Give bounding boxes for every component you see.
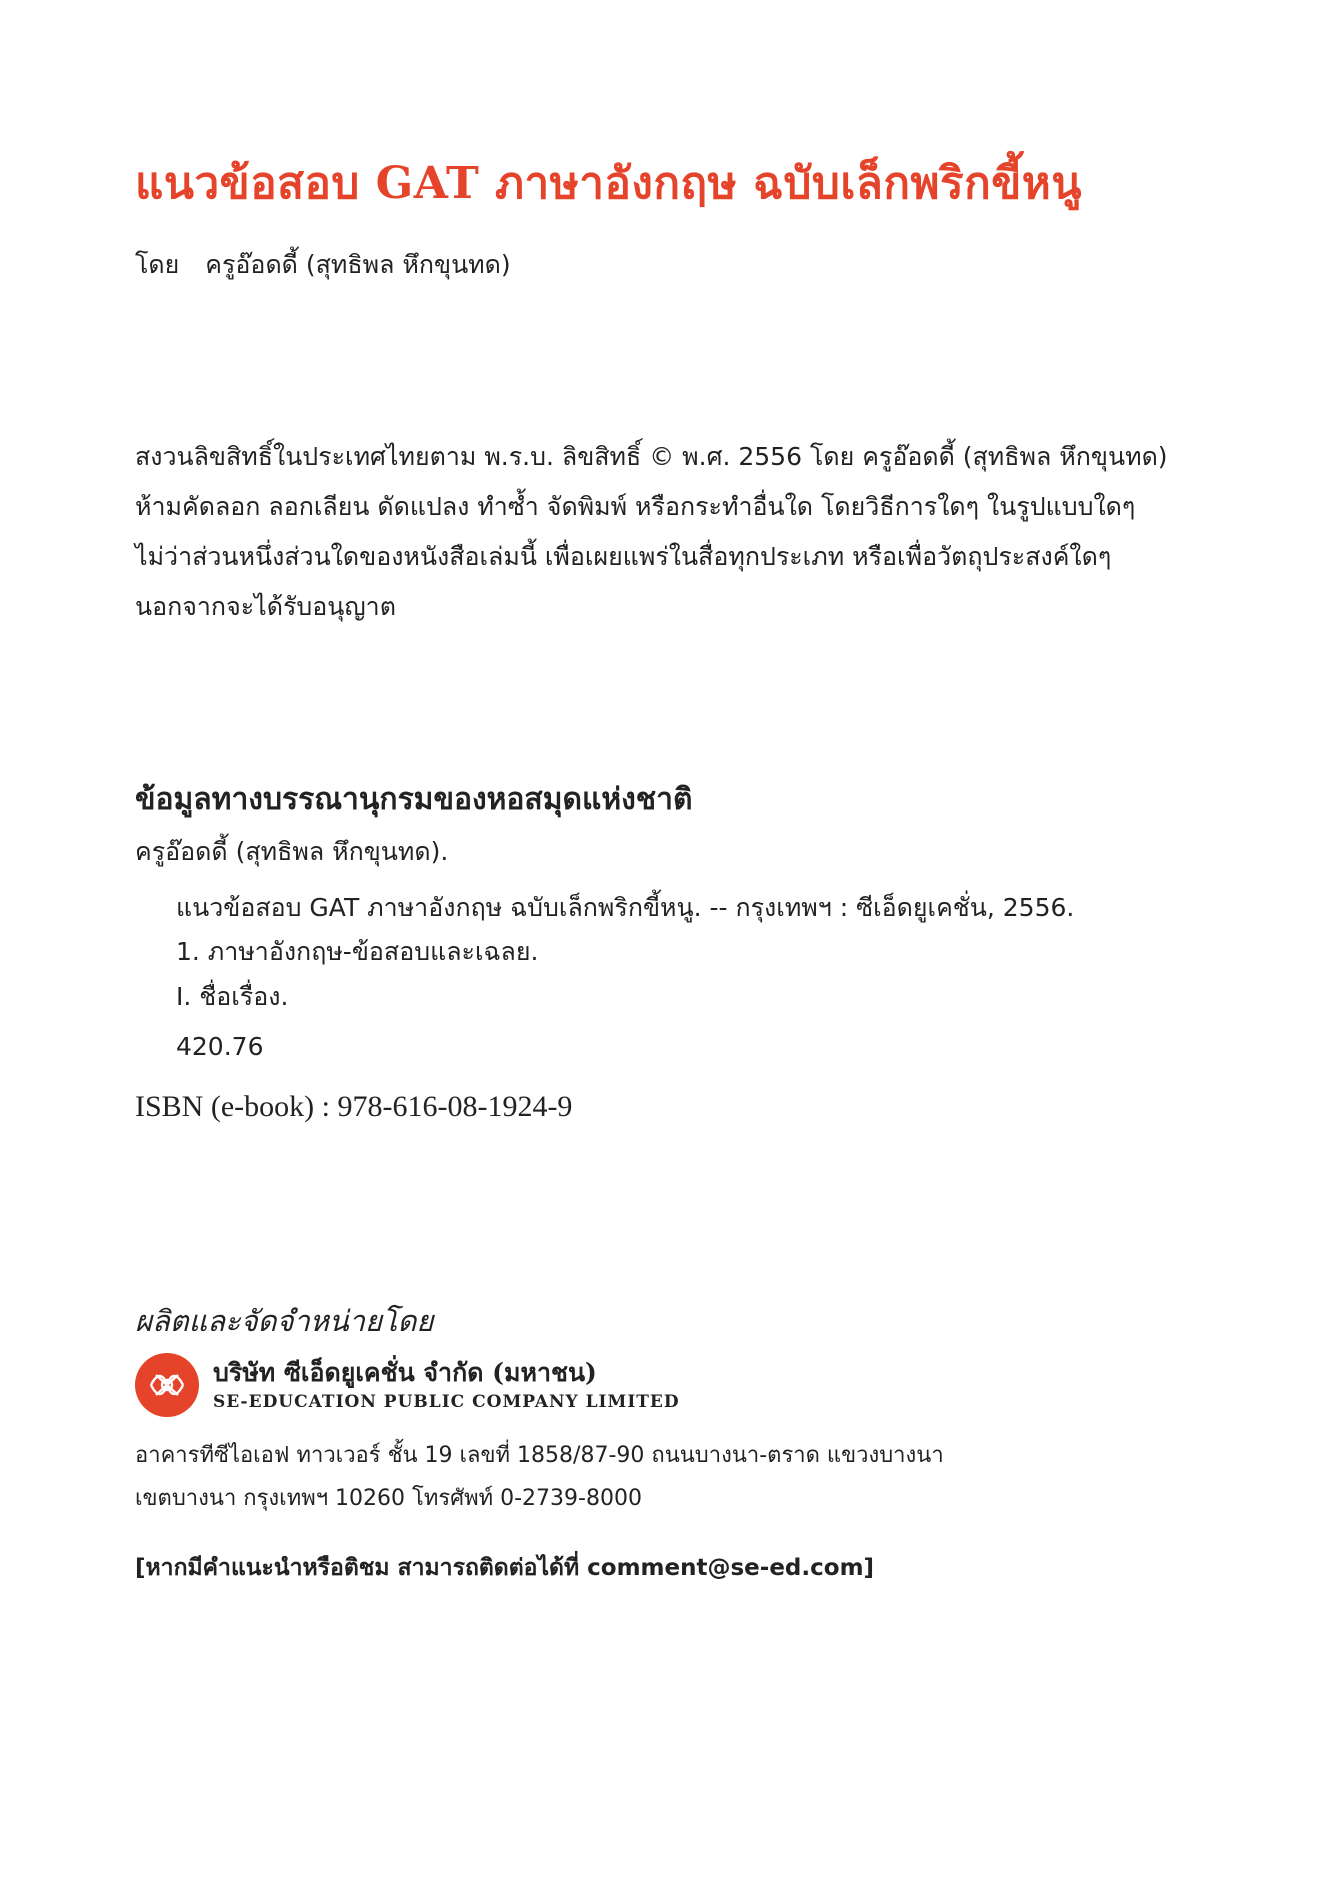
copyright-line: สงวนลิขสิทธิ์ในประเทศไทยตาม พ.ร.บ. ลิขสิทธิ์ © พ.ศ. 2556 โดย ครูอ๊อดดี้ (สุทธิพล หึกขุนทด) (135, 442, 1168, 471)
produced-by-label: ผลิตและจัดจำหน่ายโดย (135, 1304, 434, 1338)
copyright-notice (135, 432, 1235, 632)
byline (135, 245, 511, 285)
book-title: แนวข้อสอบ GAT ภาษาอังกฤษ ฉบับเล็กพริกขี้หนู (135, 158, 1082, 209)
address-line: เขตบางนา กรุงเทพฯ 10260 โทรศัพท์ 0-2739-8000 (135, 1486, 642, 1511)
publisher-name-en: SE-EDUCATION PUBLIC COMPANY LIMITED (213, 1392, 680, 1412)
catalog-title-entry: I. ชื่อเรื่อง. (176, 982, 289, 1011)
catalog-subject: 1. ภาษาอังกฤษ-ข้อสอบและเฉลย. (176, 937, 539, 966)
catalog-classification: 420.76 (176, 1032, 264, 1061)
publisher-name-th: บริษัท ซีเอ็ดยูเคชั่น จำกัด (มหาชน) (213, 1358, 597, 1387)
catalog-heading: ข้อมูลทางบรรณานุกรมของหอสมุดแห่งชาติ (135, 782, 693, 817)
comment-contact: [หากมีคำแนะนำหรือติชม สามารถติดต่อได้ที่ comment@se-ed.com] (135, 1555, 875, 1581)
catalog-author: ครูอ๊อดดี้ (สุทธิพล หึกขุนทด). (135, 837, 449, 866)
catalog-entry: แนวข้อสอบ GAT ภาษาอังกฤษ ฉบับเล็กพริกขี้หนู. -- กรุงเทพฯ : ซีเอ็ดยูเคชั่น, 2556. (176, 893, 1075, 922)
se-ed-logo-icon (135, 1353, 199, 1417)
copyright-line: ไม่ว่าส่วนหนึ่งส่วนใดของหนังสือเล่มนี้ เพื่อเผยแพร่ในสื่อทุกประเภท หรือเพื่อวัตถุประสงค์ใดๆ (135, 542, 1112, 571)
publisher-name (213, 1356, 680, 1414)
address-line: อาคารทีซีไอเอฟ ทาวเวอร์ ชั้น 19 เลขที่ 1858/87-90 ถนนบางนา-ตราด แขวงบางนา (135, 1443, 944, 1468)
copyright-line: ห้ามคัดลอก ลอกเลียน ดัดแปลง ทำซ้ำ จัดพิมพ์ หรือกระทำอื่นใด โดยวิธีการใดๆ ในรูปแบบใดๆ (135, 492, 1136, 521)
byline-label: โดย (135, 250, 180, 279)
isbn: ISBN (e-book) : 978-616-08-1924-9 (135, 1090, 573, 1123)
byline-author: ครูอ๊อดดี้ (สุทธิพล หึกขุนทด) (205, 250, 511, 279)
publisher-logo (135, 1352, 680, 1418)
copyright-line: นอกจากจะได้รับอนุญาต (135, 592, 396, 621)
publisher-address (135, 1434, 944, 1520)
